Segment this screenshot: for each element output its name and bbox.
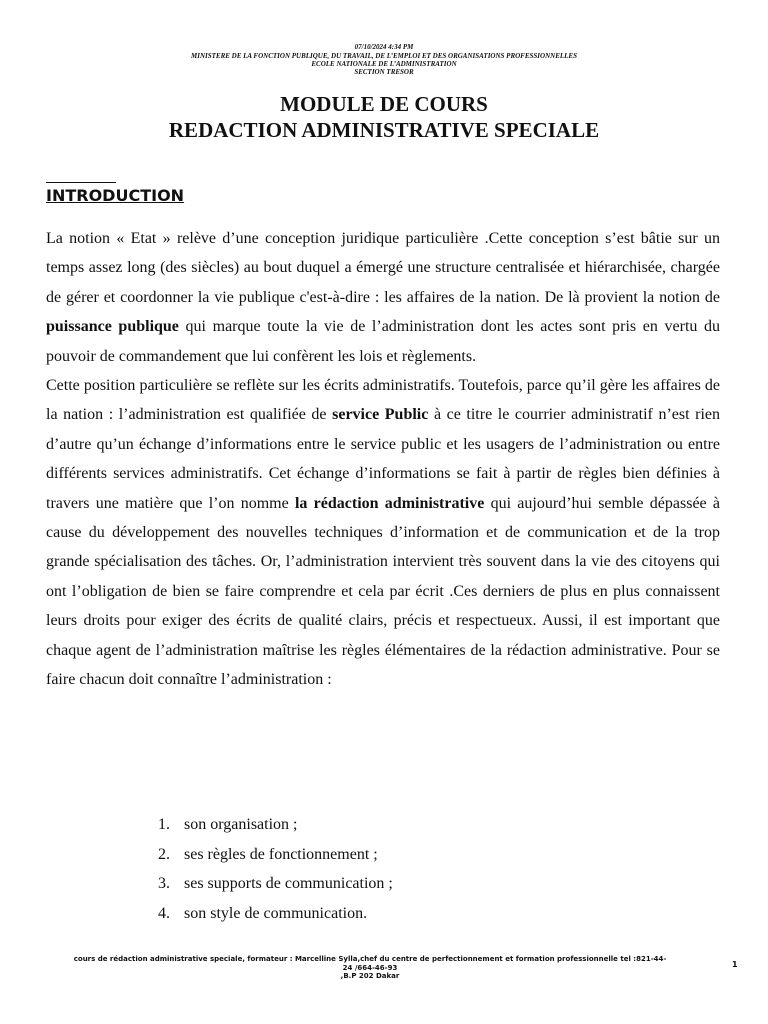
introduction-body: [46, 224, 720, 695]
term-puissance-publique: puissance publique: [46, 318, 179, 336]
paragraph-1: [46, 224, 720, 371]
term-redaction-administrative: la rédaction administrative: [294, 494, 485, 512]
page-number: 1: [732, 960, 738, 969]
page-footer: [40, 955, 700, 981]
list-item-text: son style de communication.: [184, 904, 368, 922]
paragraph-2-text-b: à ce titre le courrier administratif n’est rien d’autre qu’un échange d’informations entre le service public et les usagers de l’administration ou entre différents services administratifs. Cet échange d’informations se fait à partir de règles bien définies à travers une matière que l’on nomme: [46, 406, 721, 512]
school-name: ECOLE NATIONALE DE L’ADMINISTRATION: [311, 60, 457, 68]
paragraph-1-text-b: qui marque toute la vie de l’administration dont les actes sont pris en vertu du pouvoir de commandement que lui confèrent les lois et règlements.: [46, 318, 721, 365]
list-item-number: 1.: [158, 816, 170, 833]
heading-rule: [46, 182, 116, 183]
print-timestamp: 07/10/2024 4:34 PM: [354, 43, 414, 51]
paragraph-1-text-a: La notion « Etat » relève d’une conception juridique particulière .Cette conception s’est bâtie sur un temps assez long (des siècles) au bout duquel a émergé une structure centralisée et hiérarchisée, chargée de gérer et coordonner la vie publique c'est-à-dire : les affaires de la nation. De là provient la notion de: [46, 230, 720, 306]
footer-line-2: 24 /664-46-93: [342, 963, 398, 972]
document-title-line-2: REDACTION ADMINISTRATIVE SPECIALE: [168, 118, 600, 142]
section-name: SECTION TRESOR: [354, 68, 414, 76]
paragraph-2-text-a: Cette position particulière se reflète sur les écrits administratifs. Toutefois, parce qu’il gère les affaires de la nation : l’administration est qualifiée de: [46, 377, 720, 424]
list-item-number: 3.: [158, 875, 170, 892]
paragraph-2-text-c: qui aujourd’hui semble dépassée à cause du développement des nouvelles techniques d’information et de communication et de la trop grande spécialisation des tâches. Or, l’administration intervient très souvent dans la vie des citoyens qui ont l’obligation de bien se faire comprendre et cela par écrit .Ces derniers de plus en plus connaissent leurs droits pour exiger des écrits de qualité clairs, précis et respectueux. Aussi, il est important que chaque agent de l’administration maîtrise les règles élémentaires de la rédaction administrative. Pour se faire chacun doit connaître l’administration :: [46, 494, 720, 689]
list-item-text: ses supports de communication ;: [184, 875, 393, 892]
section-heading: INTRODUCTION: [46, 186, 185, 205]
list-item-number: 2.: [158, 845, 170, 863]
paragraph-2: [46, 371, 720, 694]
list-item: [158, 899, 393, 929]
document-title-line-1: MODULE DE COURS: [280, 92, 488, 116]
term-service-public: service Public: [332, 406, 429, 424]
list-item-text: son organisation ;: [184, 816, 298, 833]
list-item: [158, 840, 393, 870]
list-item: [158, 810, 393, 840]
footer-line-1: cours de rédaction administrative speciale, formateur : Marcelline Sylla,chef du centre de perfectionnement et formation professionnelle tel :821-44-: [73, 955, 667, 963]
list-item-text: ses règles de fonctionnement ;: [184, 845, 378, 863]
numbered-list: [158, 810, 393, 928]
footer-line-3: ,B.P 202 Dakar: [340, 972, 400, 980]
list-item: [158, 869, 393, 899]
ministry-name: MINISTERE DE LA FONCTION PUBLIQUE, DU TRAVAIL, DE L’EMPLOI ET DES ORGANISATIONS PROFESSIONNELLES: [191, 52, 577, 60]
list-item-number: 4.: [158, 904, 170, 922]
